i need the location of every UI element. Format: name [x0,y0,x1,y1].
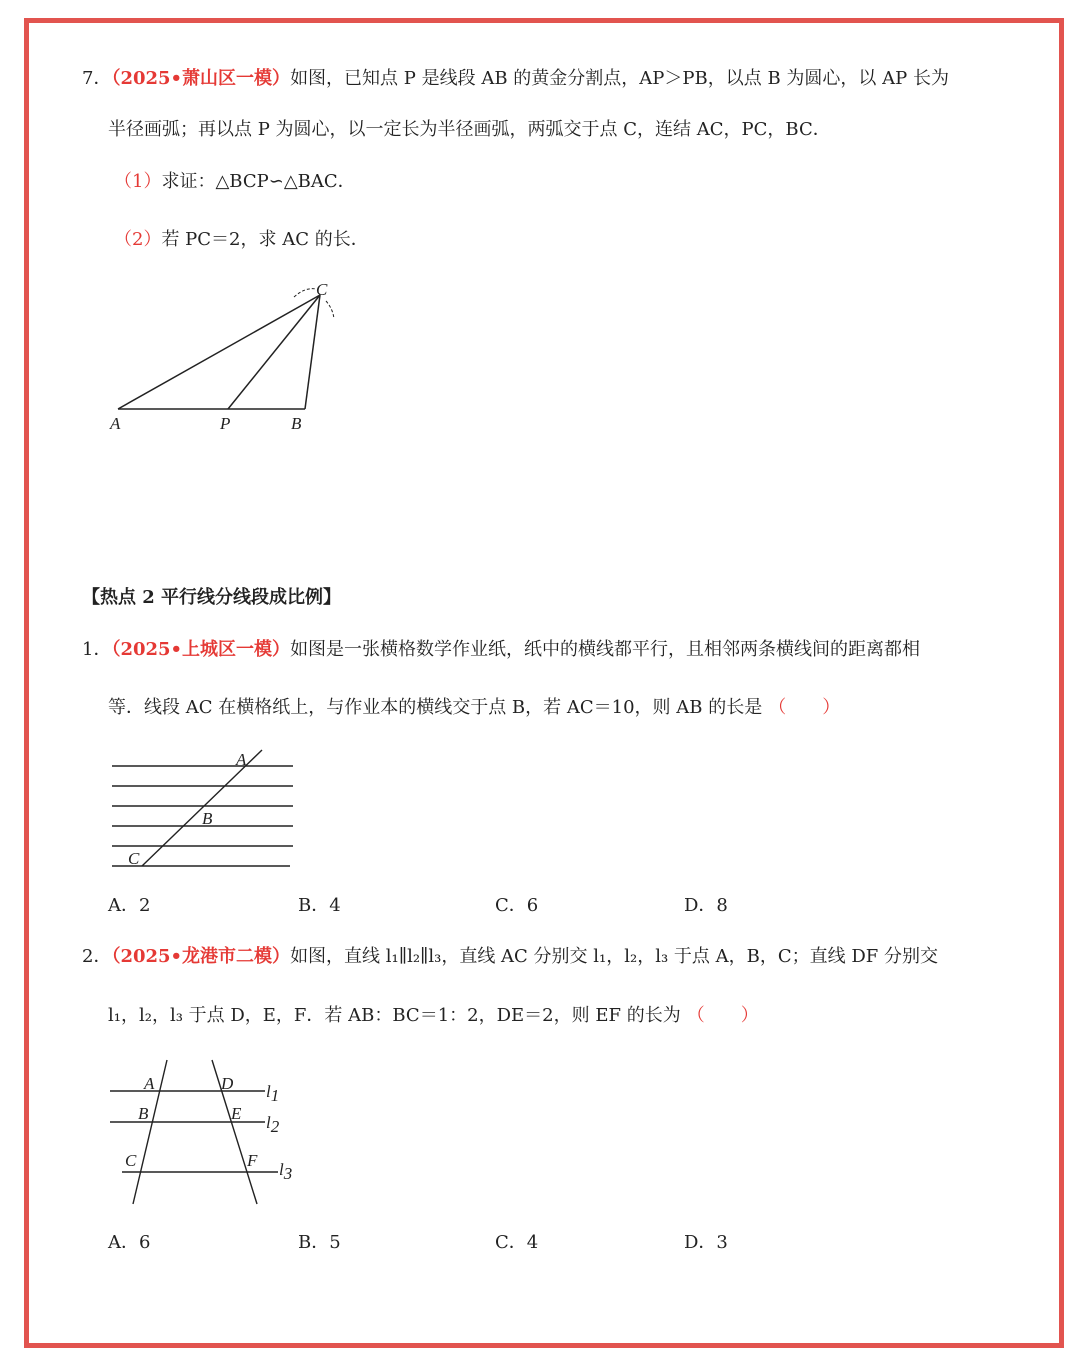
segment-PC [228,295,320,409]
q7-line1 [82,70,949,88]
segment-AC [118,295,320,409]
q1-option-b[interactable]: B．4 [298,895,341,916]
q7-part1-text: 求证：△BCP∽△BAC． [161,171,356,192]
arc-from-P [294,289,316,297]
label-D: D [221,1074,234,1093]
arc-from-B [326,301,334,319]
q1-option-d[interactable]: D．8 [684,895,728,916]
q2-line2 [108,1007,759,1025]
q7-part2 [114,231,369,249]
q1-option-c[interactable]: C．6 [495,895,539,916]
q2-parallel-lines-figure [100,1055,300,1210]
q2-option-c[interactable]: C．4 [495,1232,539,1253]
label-F: F [247,1151,258,1170]
label-l2: l2 [266,1113,280,1136]
q7-text-line2: 半径画弧；再以点 P 为圆心，以一定长为半径画弧，两弧交于点 C，连结 AC，PC，BC． [108,119,831,140]
label-A: A [110,414,121,433]
label-C: C [128,849,140,868]
segment-BC [305,295,320,409]
q1-lined-paper-figure [100,742,300,872]
q1-text-line2: 等．线段 AC 在横格纸上，与作业本的横线交于点 B，若 AC＝10，则 AB 的长是 [108,697,763,718]
q1-number: 1． [82,639,112,660]
q7-number: 7． [82,68,112,89]
q2-option-a[interactable]: A．6 [108,1232,151,1253]
label-B: B [291,414,302,433]
label-A: A [236,750,247,769]
label-B: B [202,809,213,828]
label-A: A [144,1074,155,1093]
q7-part1-label: （1） [114,171,162,192]
q2-line1 [82,948,938,966]
transversal-DF [212,1060,257,1204]
q1-answer-blank: （ ） [768,697,841,718]
q7-source: （2025•萧山区一模） [111,68,291,89]
label-C: C [316,280,328,299]
label-B: B [138,1104,149,1123]
label-l1: l1 [266,1082,280,1105]
label-P: P [220,414,231,433]
label-l3: l3 [279,1160,293,1183]
q7-part2-text: 若 PC＝2，求 AC 的长． [161,229,369,250]
q1-text-line1: 如图是一张横格数学作业纸，纸中的横线都平行，且相邻两条横线间的距离都相 [290,639,921,660]
q2-text-line1: 如图，直线 l₁∥l₂∥l₃，直线 AC 分别交 l₁，l₂，l₃ 于点 A，B，C；直线 DF 分别交 [290,946,938,967]
q1-line1 [82,641,920,659]
q2-text-line2: l₁，l₂，l₃ 于点 D，E，F．若 AB：BC＝1：2，DE＝2，则 EF 的长为 [108,1005,681,1026]
q2-answer-blank: （ ） [686,1005,759,1026]
q2-source: （2025•龙港市二模） [111,946,291,967]
q1-option-a[interactable]: A．2 [108,895,151,916]
q1-source: （2025•上城区一模） [111,639,291,660]
section-heading: 【热点 2 平行线分线段成比例】 [82,587,342,608]
q7-part1 [114,173,356,191]
q2-option-d[interactable]: D．3 [684,1232,728,1253]
q7-text-line1: 如图，已知点 P 是线段 AB 的黄金分割点，AP＞PB，以点 B 为圆心，以 AP 长为 [290,68,949,89]
q7-part2-label: （2） [114,229,162,250]
q1-line2 [108,699,840,717]
label-E: E [231,1104,242,1123]
q2-number: 2． [82,946,112,967]
q2-option-b[interactable]: B．5 [298,1232,341,1253]
label-C: C [125,1151,137,1170]
q7-triangle-figure [100,275,350,440]
